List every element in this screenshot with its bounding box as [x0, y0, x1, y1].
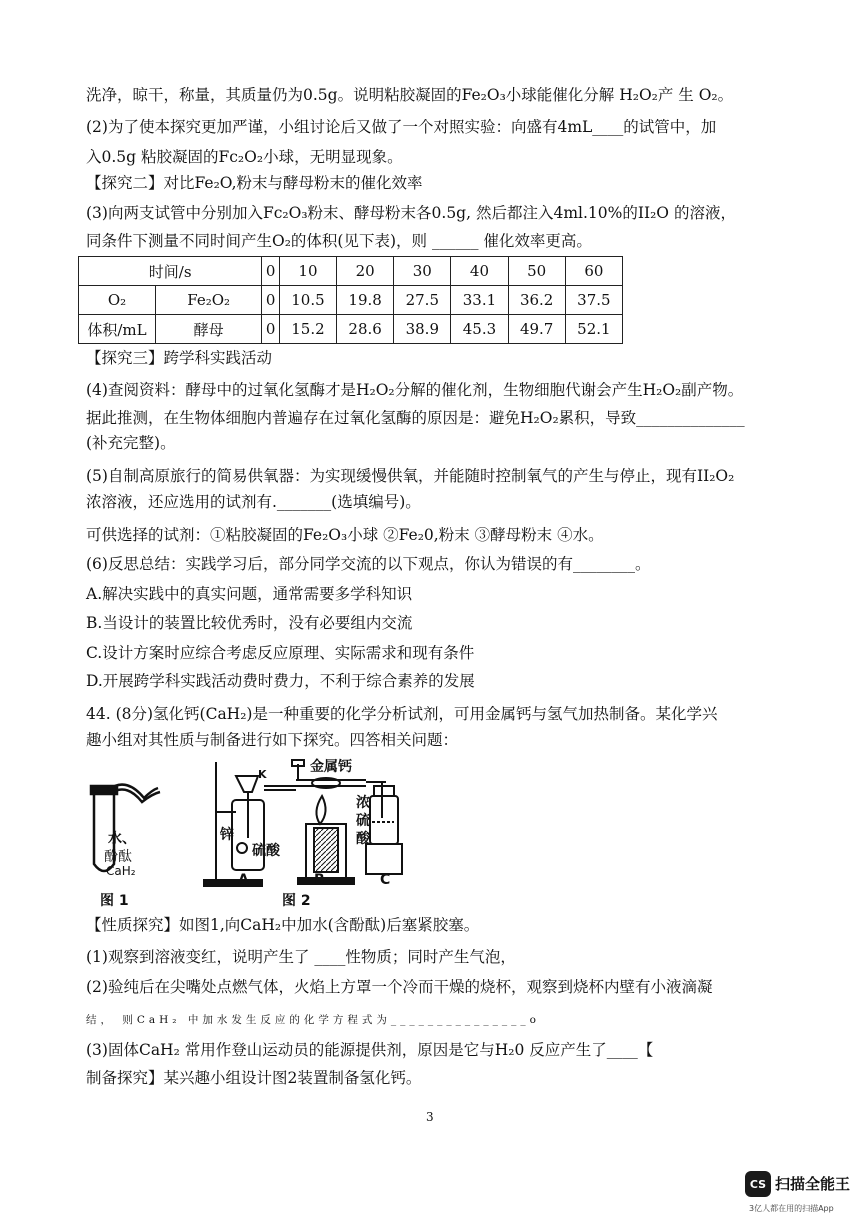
table-cell: 45.3 — [451, 315, 508, 344]
table-header-cell: 60 — [565, 257, 622, 286]
question-heading: 44. (8分)氢化钙(CaH₂)是一种重要的化学分析试剂，可用金属钙与氢气加热制备。某化学兴 — [86, 705, 718, 723]
table-cell: 0 — [262, 286, 280, 315]
text-line: 趣小组对其性质与制备进行如下探究。四答相关问题： — [86, 731, 459, 749]
section-heading: 【探究二】对比Fe₂O,粉末与酵母粉末的催化效率 — [86, 174, 423, 192]
text-line: (6)反思总结：实践学习后，部分同学交流的以下观点，你认为错误的有________。 — [86, 555, 651, 573]
text-line: 可供选择的试剂：①粘胶凝固的Fe₂O₃小球 ②Fe₂0,粉末 ③酵母粉末 ④水。 — [86, 526, 604, 544]
table-cell: 15.2 — [279, 315, 336, 344]
watermark-name: 扫描全能王 — [775, 1175, 851, 1193]
figure-caption-2: 图 2 — [282, 893, 311, 909]
table-cell: 19.8 — [337, 286, 394, 315]
scanner-watermark — [745, 1169, 855, 1219]
label-calcium: 金属钙 — [310, 759, 352, 775]
oxygen-volume-table — [78, 256, 623, 344]
table-cell: 10.5 — [279, 286, 336, 315]
watermark-tagline: 3亿人都在用的扫描App — [749, 1204, 834, 1213]
text-line: 【性质探究】如图1,向CaH₂中加水(含酚酞)后塞紧胶塞。 — [86, 916, 480, 934]
text-line: (补充完整)。 — [86, 434, 176, 452]
label-sulf: 硫 — [356, 813, 370, 829]
label-b: B — [314, 872, 325, 888]
text-line: (3)向两支试管中分别加入Fc₂O₃粉末、酵母粉末各0.5g, 然后都注入4ml.10%的II₂O 的溶液， — [86, 204, 736, 222]
text-line: (2)验纯后在尖嘴处点燃气体，火焰上方罩一个冷而干燥的烧杯，观察到烧杯内壁有小液滴凝 — [86, 978, 713, 996]
label-concentrated: 浓 — [356, 795, 370, 811]
table-cell: 37.5 — [565, 286, 622, 315]
option-a: A.解决实践中的真实问题，通常需要多学科知识 — [86, 585, 413, 603]
table-cell: 28.6 — [337, 315, 394, 344]
option-c: C.设计方案时应综合考虑反应原理、实际需求和现有条件 — [86, 644, 475, 662]
text-line: (2)为了使本探究更加严谨，小组讨论后又做了一个对照实验：向盛有4mL____的试管中，加 — [86, 118, 717, 136]
label-zinc: 锌 — [220, 827, 234, 843]
table-header-cell: 20 — [337, 257, 394, 286]
text-line: (4)查阅资料：酵母中的过氧化氢酶才是H₂O₂分解的催化剂，生物细胞代谢会产生H₂O₂副产物。 — [86, 381, 744, 399]
table-cell: 49.7 — [508, 315, 565, 344]
table-cell: 36.2 — [508, 286, 565, 315]
text-line: (3)固体CaH₂ 常用作登山运动员的能源提供剂，原因是它与H₂0 反应产生了____【 — [86, 1041, 654, 1059]
label-sulfuric-acid: 硫酸 — [252, 843, 280, 859]
text-line: 制备探究】某兴趣小组设计图2装置制备氢化钙。 — [86, 1069, 422, 1087]
label-phenolphthalein: 酚酞 — [104, 849, 132, 865]
table-header-row — [79, 257, 623, 286]
page-number: 3 — [426, 1110, 434, 1124]
apparatus-figure — [86, 756, 416, 914]
table-header-cell: 50 — [508, 257, 565, 286]
text-line: 同条件下测量不同时间产生O₂的体积(见下表)，则 ______ 催化效率更高。 — [86, 232, 592, 250]
text-line: 洗净，晾干，称量，其质量仍为0.5g。说明粘胶凝固的Fe₂O₃小球能催化分解 H₂O₂产 生 O₂。 — [86, 86, 734, 104]
option-d: D.开展跨学科实践活动费时费力，不利于综合素养的发展 — [86, 672, 475, 690]
text-line: (1)观察到溶液变红，说明产生了 ____性物质；同时产生气泡， — [86, 948, 516, 966]
text-line: 结， 则CaH₂ 中加水发生反应的化学方程式为_______________o — [86, 1014, 540, 1026]
table-cell: 酵母 — [156, 315, 262, 344]
table-header-cell: 30 — [394, 257, 451, 286]
text-line: 入0.5g 粘胶凝固的Fc₂O₂小球，无明显现象。 — [86, 148, 403, 166]
table-cell: 38.9 — [394, 315, 451, 344]
label-water: 水、 — [108, 831, 136, 847]
text-line: 据此推测，在生物体细胞内普遍存在过氧化氢酶的原因是：避免H₂O₂累积，导致______________ — [86, 409, 745, 427]
text-line: 浓溶液，还应选用的试剂有._______(选填编号)。 — [86, 493, 421, 511]
figure-caption-1: 图 1 — [100, 893, 129, 909]
label-c: C — [380, 872, 391, 888]
table-row-label: 体积/mL — [79, 315, 156, 344]
table-row — [79, 286, 623, 315]
section-heading: 【探究三】跨学科实践活动 — [86, 349, 273, 367]
table-row-label: O₂ — [79, 286, 156, 315]
table-cell: 33.1 — [451, 286, 508, 315]
label-cah2: CaH₂ — [106, 864, 136, 878]
table-cell: 27.5 — [394, 286, 451, 315]
label-a: A — [238, 872, 249, 888]
table-cell: Fe₂O₂ — [156, 286, 262, 315]
table-header-cell: 时间/s — [79, 257, 262, 286]
label-acid: 酸 — [356, 831, 370, 847]
table-header-cell: 0 — [262, 257, 280, 286]
text-line: (5)自制高原旅行的简易供氧器：为实现缓慢供氧，并能随时控制氧气的产生与停止，现有II₂O₂ — [86, 467, 735, 485]
table-header-cell: 10 — [279, 257, 336, 286]
option-b: B.当设计的装置比较优秀时，没有必要组内交流 — [86, 614, 413, 632]
table-cell: 52.1 — [565, 315, 622, 344]
camscanner-logo-icon: CS — [745, 1171, 771, 1197]
table-cell: 0 — [262, 315, 280, 344]
table-row — [79, 315, 623, 344]
table-header-cell: 40 — [451, 257, 508, 286]
label-valve-k: K — [258, 768, 267, 781]
